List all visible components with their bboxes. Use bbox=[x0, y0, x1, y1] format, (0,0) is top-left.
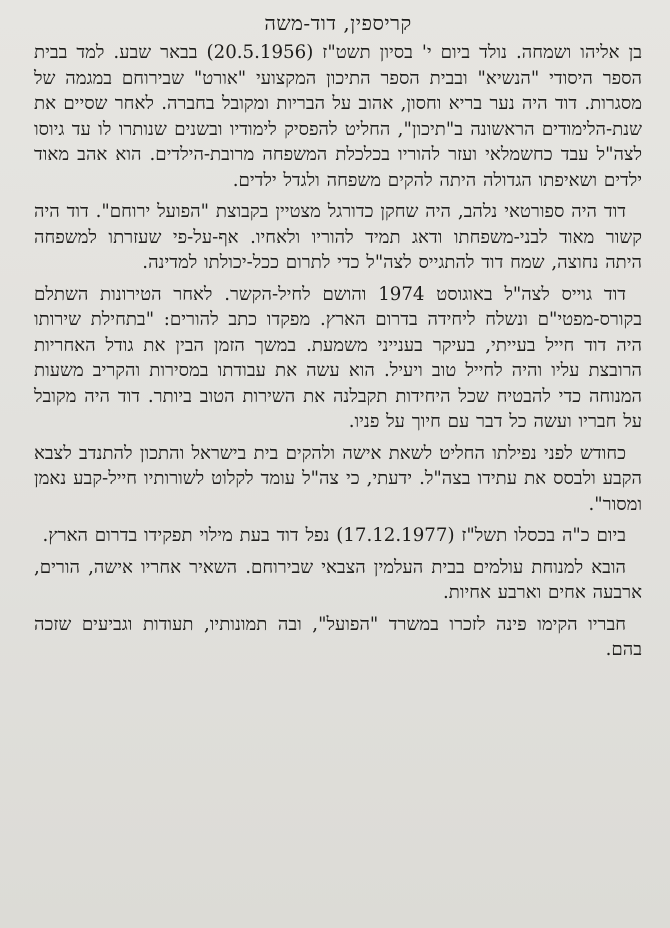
paragraph-sports-family: דוד היה ספורטאי נלהב, היה שחקן כדורגל מצטיין בקבוצת "הפועל ירוחם". דוד היה קשור מאוד לבני-משפחתו ודאג תמיד להוריו ולאחיו. אף-על-פי שעזרתו למשפחה היתה נחוצה, שמח דוד להתגייס לצה"ל כדי לתרום ככל-יכולתו למדינה. bbox=[34, 201, 642, 273]
paragraph-memorial: חבריו הקימו פינה לזכרו במשרד "הפועל", ובה תמונותיו, תעודות וגביעים שזכה בהם. bbox=[34, 613, 642, 660]
paragraph-death: ביום כ"ה בכסלו תשל"ז (17.12.1977) נפל דוד בעת מילוי תפקידו בדרום הארץ. bbox=[42, 525, 626, 546]
page-title: קריספין, דוד-משה bbox=[264, 11, 412, 35]
paragraph-future-plans: כחודש לפני נפילתו החליט לשאת אישה ולהקים בית בישראל והתכון להתנדב לצבא הקבע ולבסס את עתידו בצה"ל. ידעתי, כי צה"ל עומד לקלוט לשורותיו חייל-קבע נאמן ומסור". bbox=[34, 442, 642, 515]
paragraph-burial: הובא למנוחת עולמים בבית העלמין הצבאי שבירוחם. השאיר אחריו אישה, הורים, ארבעה אחים וארבע אחיות. bbox=[34, 556, 642, 603]
paragraph-biography-intro: בן אליהו ושמחה. נולד ביום י' בסיון תשט"ז (20.5.1956) בבאר שבע. למד בבית הספר היסודי "הנשיא" ובבית הספר התיכון המקצועי "אורט" שבירוחם במגמה של מסגרות. דוד היה נער בריא וחסון, אהוב על הבריות ומקובל בחברה. לאחר שסיים את שנת-הלימודים הראשונה ב"תיכון", החליט להפסיק לימודיו ובשנים שנותרו לו עד גיוסו לצה"ל עבד כחשמלאי ועזר להוריו בכלכלת המשפחה מרובת-הילדים. הוא אהב מאוד ילדים ושאיפתו הגדולה היתה להקים משפחה ולגדל ילדים. bbox=[34, 42, 643, 191]
paragraph-military-service: דוד גוייס לצה"ל באוגוסט 1974 והושם לחיל-הקשר. לאחר הטירונות השתלם בקורס-מפטי"ם ונשלח ליחידה בדרום הארץ. מפקדו כתב להורים: "בתחילת שירותו היה דוד חייל בעייתי, בעיקר בענייני משמעת. במשך הזמן הבין את גודל האחריות הרובצת עליו והיה לחייל טוב ויעיל. הוא עשה את עבודתו במסירות והקריב משעות המנוחה כדי להבטיח שכל היחידות תקבלנה את השירות הטוב ביותר. דוד היה מקובל על חבריו ועשה כל דבר עם חיוך על פניו. bbox=[34, 283, 642, 432]
